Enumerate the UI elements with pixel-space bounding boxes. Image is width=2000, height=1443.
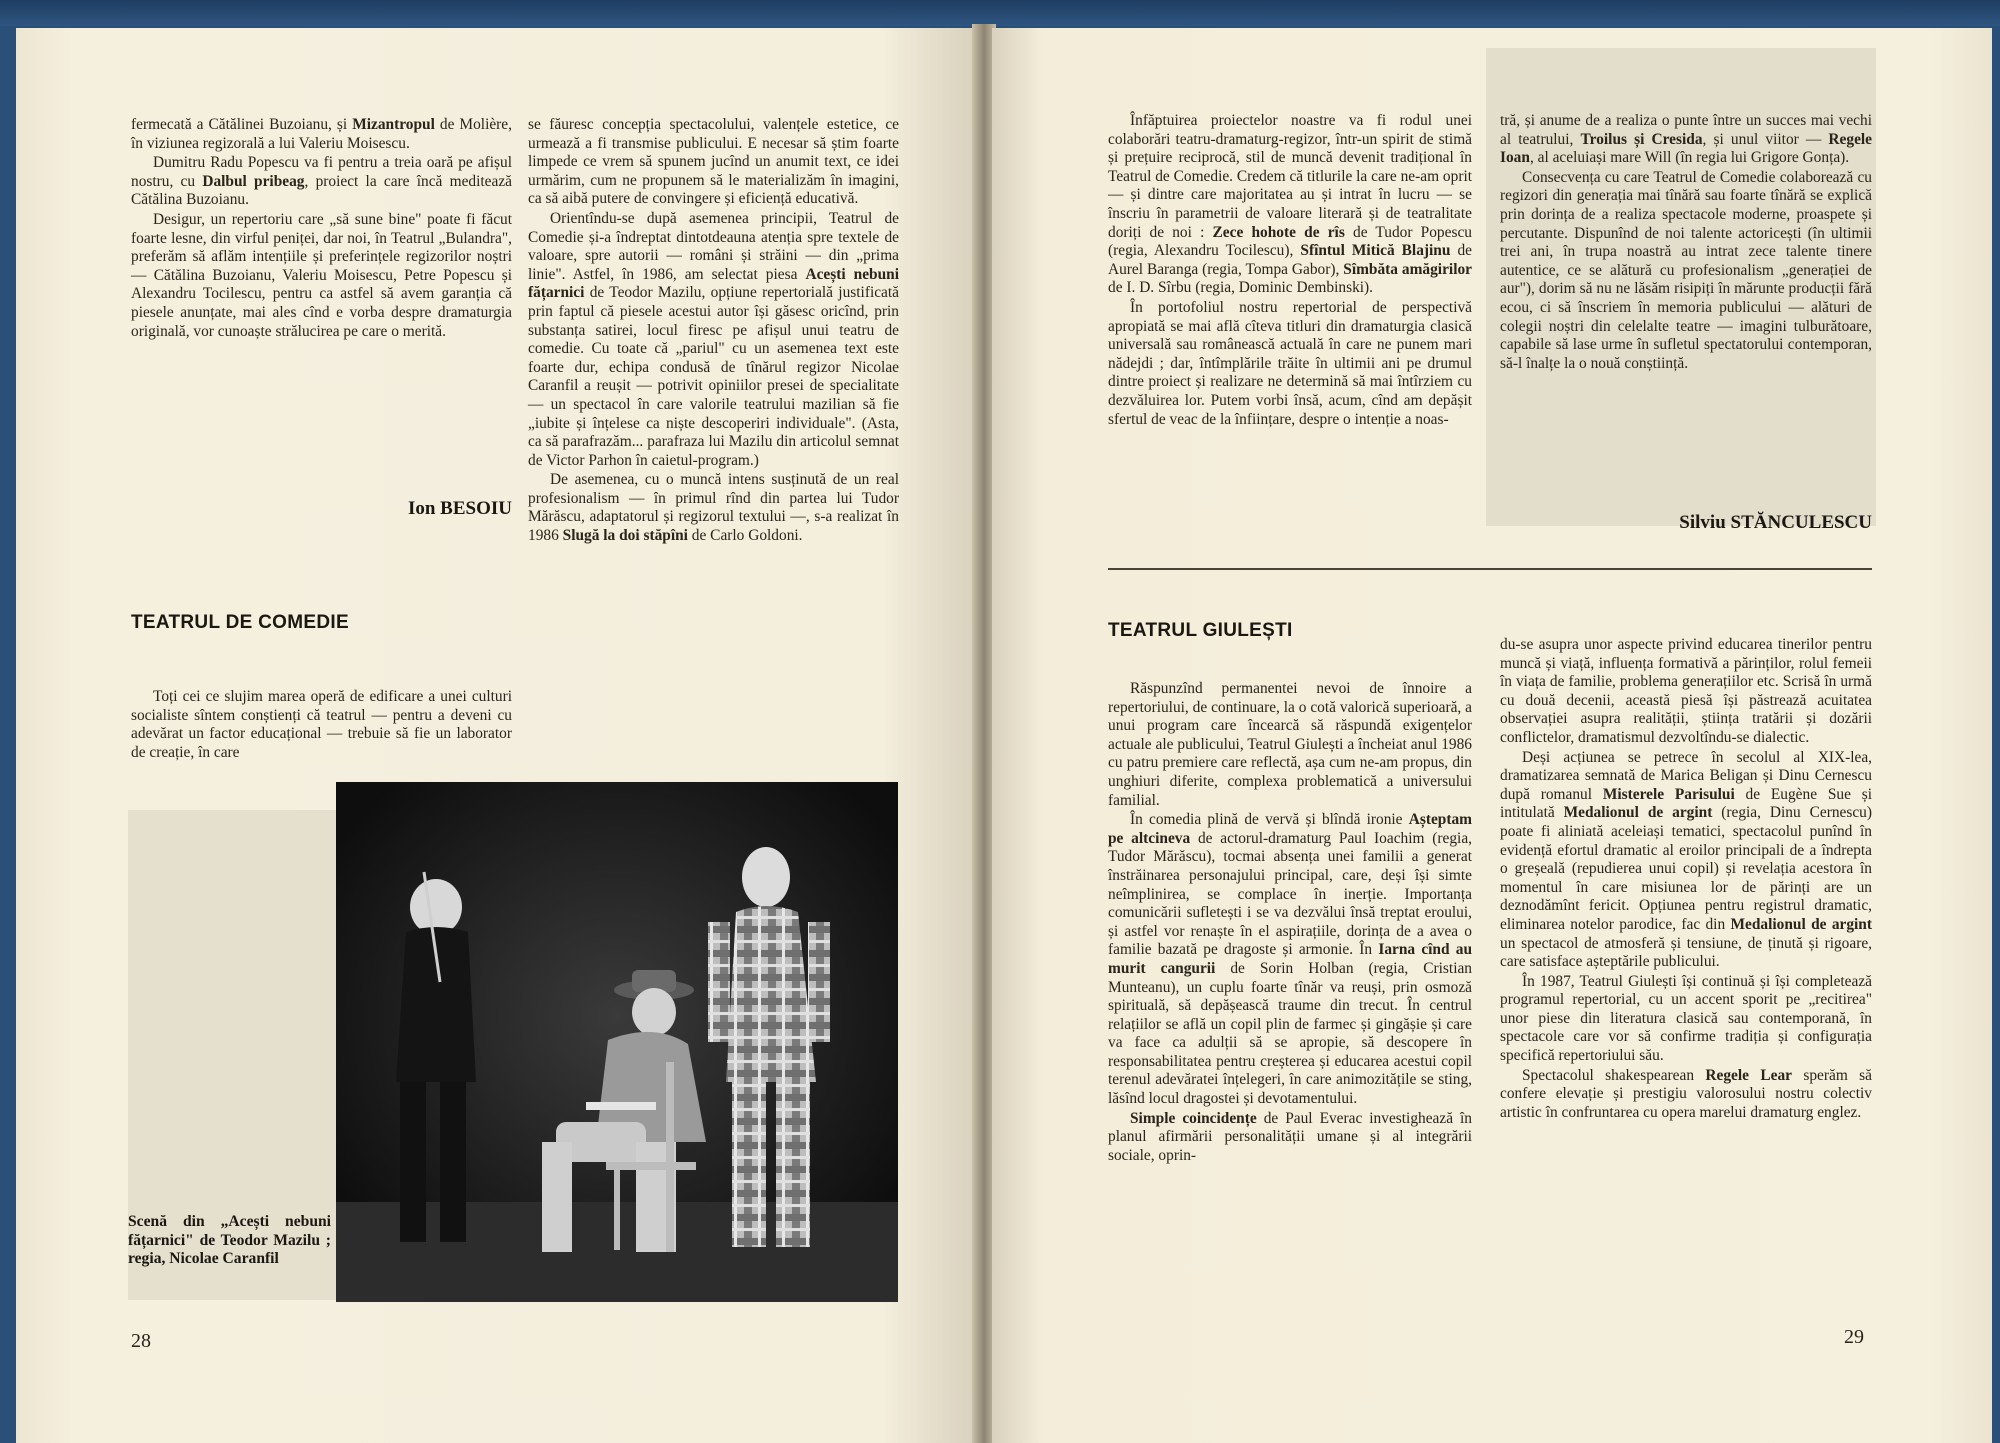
paragraph: Simple coincidențe de Paul Everac investighează în planul afirmării personalității umane și al integrării sociale, oprin- [1108,1109,1472,1164]
paragraph: du-se asupra unor aspecte privind educarea tinerilor pentru muncă și viață, influența formativă a părinților, rolul femeii în viața de familie, problema generațiilor etc. Scrisă în urmă cu două decenii, această piesă își păstrează acuitatea observației asupra realității, știința tratării și dozării conflictelor, dramatismul dezvoltîndu-se dialectic. [1500,636,1872,746]
left-page [16,28,978,1443]
right-page [992,28,1992,1443]
section-heading: TEATRUL DE COMEDIE [131,612,349,633]
book-cover-edge [0,0,2000,26]
paragraph: În portofoliul nostru repertorial de perspectivă apropiată se mai află cîteva titluri din dramaturgia clasică universală sau românească actuală în care ne punem mari nădejdi ; dar, întîmplările trăite în ultimii ani pe drumul dintre proiect și realizare ne determină să mai întîrziem cu dezvăluirea lor. Putem vorbi însă, acum, cînd am depășit sfertul de veac de la înființare, despre o intenție a noas- [1108,298,1472,428]
paragraph: Desigur, un repertoriu care „să sune bine" poate fi făcut foarte lesne, din virful peniței, dar noi, în Teatrul „Bulandra", preferăm să aflăm intențiile și preferințele regizorilor noștri — Cătălina Buzoianu, Valeriu Moisescu, Petre Popescu și Alexandru Tocilescu, pentru ca astfel să avem garanția că piesele anunțate, mai ales cînd e vorba despre dramaturgia originală, vor cunoaște strălucirea pe care o merită. [131,210,512,340]
author-signature: Silviu STĂNCULESCU [1679,512,1872,533]
play-title: Simple coincidențe [1130,1109,1257,1127]
paragraph: fermecată a Cătălinei Buzoianu, și Mizantropul de Molière, în viziunea regizorală a lui Valeriu Moisescu. [131,116,512,152]
play-title: Zece hohote de rîs [1212,223,1345,241]
paragraph: Orientîndu-se după asemenea principii, Teatrul de Comedie și-a îndreptat dintotdeauna atenția spre textele de valoare, spre autorii — români și străini — din „prima linie". Astfel, în 1986, am selectat piesa Acești nebuni fățarnici de Teodor Mazilu, opțiune repertorială justificată prin faptul că piesele acestui autor își găsesc oricînd, prin substanța satirei, locul firesc pe afișul unui teatru de comedie. Cu toate că „pariul" cu un asemenea text este foarte dur, echipa condusă de tînărul regizor Nicolae Caranfil a reușit — potrivit opiniilor presei de specialitate — un spectacol în care valorile teatrului mazilian să fie „iubite și înțelese ca niște descoperiri individuale". (Asta, ca să parafrazăm... parafraza lui Mazilu din articolul semnat de Victor Parhon în caietul-program.) [528,209,899,469]
paragraph: În 1987, Teatrul Giulești își continuă și își completează programul repertorial, cu un accent sporit pe „recitirea" unor piese din literatura clasică sau contemporană, în spectacole care vor să confirme tradiția și configurația specifică repertoriului său. [1500,972,1872,1065]
paragraph: se făuresc concepția spectacolului, valențele estetice, ce urmează a fi transmise publicului. E necesar să știm foarte limpede ce vrem să spunem jucînd un anumit text, ce idei urmărim, cum ne propunem să le materializăm în imagini, ca să aibă putere de convingere și eficiență educativă. [528,116,899,208]
play-title: Regele Lear [1705,1066,1792,1084]
play-title: Acești nebuni fățarnici [528,265,899,302]
play-title: Sîmbăta amăgirilor [1343,260,1472,278]
page-number: 28 [131,1330,151,1352]
right-column-1-lower [1108,680,1472,1166]
play-title: Slugă la doi stăpîni [562,527,688,545]
section-heading: TEATRUL GIULEȘTI [1108,620,1293,641]
paragraph: Dumitru Radu Popescu va fi pentru a treia oară pe afișul nostru, cu Dalbul pribeag, proiect la care încă meditează Cătălina Buzoianu. [131,154,512,209]
paragraph: Consecvența cu care Teatrul de Comedie colaborează cu regizori din generația mai tînără sau foarte tînără se explică prin dorința de a realiza spectacole moderne, proaspete și percutante. Dispunînd de noi talente actoricești (în ultimii trei ani, în trupa noastră au intrat zece talente tinere autentice, ce se alătură cu profesionalism „generației de aur"), dorim să nu ne lăsăm risipiți în mărunte producții fără ecou, ci să înscriem în memoria publicului — alături de colegii noștri din celelalte teatre — imagini tulburătoare, capabile să lase urme în sufletul spectatorului contemporan, să-l înalțe la o nouă conștiință. [1500,168,1872,372]
stage-photo [336,782,898,1302]
play-title: Regele Ioan [1500,130,1873,167]
play-title: Medalionul de argint [1730,915,1872,933]
photo-caption: Scenă din „Acești nebuni fățarnici" de Teodor Mazilu ; regia, Nicolae Caranfil [128,1213,331,1267]
play-title: Medalionul de argint [1563,804,1713,822]
play-title: Troilus și Cresida [1580,130,1703,148]
author-signature: Ion BESOIU [407,498,512,519]
right-column-1-upper [1108,112,1472,430]
paragraph: Toți cei ce slujim marea operă de edificare a unei culturi socialiste sîntem conștienți că teatrul — pentru a deveni cu adevărat un factor educațional — trebuie să fie un laborator de creație, în care [131,688,512,761]
right-column-2-upper [1500,112,1872,374]
paragraph: În comedia plină de vervă și blîndă ironie Așteptam pe altcineva de actorul-dramaturg Paul Ioachim (regia, Tudor Mărăscu), tocmai absența unei familii a generat înstrăinarea personajului principal, care, deși își simte neîmplinirea, se complace în inerție. Importanța comunicării sufletești i se va dezvălui însă treptat eroului, și astfel vor renaște în el aspirațiile, dorința de a avea o familie bazată pe dragoste și armonie. În Iarna cînd au murit cangurii de Sorin Holban (regia, Cristian Munteanu), un cuplu foarte tînăr va reuși, prin osmoză spirituală, să depășească traume din trecut. În centrul relațiilor se află un copil plin de farmec și gingășie și care va face ca adulții să se apropie, să descopere în responsabilitatea pentru creșterea și educarea acestui copil terenul adevăratei înțelegeri, în care animozitățile se sting, lăsînd locul dragostei și devotamentului. [1108,811,1473,1108]
right-column-2-lower [1500,636,1872,1123]
left-column-1-upper [131,116,512,342]
page-number: 29 [1844,1326,1864,1348]
left-column-2 [528,116,899,547]
play-title: Mizantropul [352,116,435,133]
stage-photo-image [336,782,898,1302]
paragraph: Spectacolul shakespearean Regele Lear sperăm să confere elevație și prestigiu valorosului nostru colectiv artistic în confruntarea cu opera marelui dramaturg englez. [1500,1066,1872,1121]
paragraph: De asemenea, cu o muncă intens susținută de un real profesionalism — în primul rînd din partea lui Tudor Mărăscu, adaptatorul și regizorul textului —, s-a realizat în 1986 Slugă la doi stăpîni de Carlo Goldoni. [528,471,899,545]
left-column-1-lower [131,688,512,763]
play-title: Așteptam pe altcineva [1108,811,1472,847]
play-title: Dalbul pribeag [202,172,305,190]
play-title: Sfîntul Mitică Blajinu [1300,242,1451,260]
play-title: Misterele Parisului [1602,785,1735,803]
paragraph: Înfăptuirea proiectelor noastre va fi rodul unei colaborări teatru-dramaturg-regizor, într-un spirit de stimă și prețuire reciprocă, stil de muncă devenit tradițional în Teatrul de Comedie. Credem că titlurile la care ne-am oprit — și dintre care majoritatea au și intrat în lucru — se înscriu în parametrii de valoare literară și de teatralitate doriți de noi : Zece hohote de rîs de Tudor Popescu (regia, Alexandru Tocilescu), Sfîntul Mitică Blajinu de Aurel Baranga (regia, Tompa Gabor), Sîmbăta amăgirilor de I. D. Sîrbu (regia, Dominic Dembinski). [1108,112,1472,297]
paragraph: Deși acțiunea se petrece în secolul al XIX-lea, dramatizarea semnată de Marica Beligan și Dinu Cernescu după romanul Misterele Parisului de Eugène Sue și intitulată Medalionul de argint (regia, Dinu Cernescu) poate fi aliniată aceleiași tematici, spectacolul punînd în evidență efortul dramatic al eroilor principali de a îndrepta o greșeală (repudierea unui copil) și revelația acestora în momentul în care misiunea lor de părinți are un deznodămînt fericit. Opțiunea pentru registrul dramatic, eliminarea notelor parodice, fac din Medalionul de argint un spectacol de atmosferă și tensiune, de ținută și rigoare, care satisface așteptările publicului. [1500,748,1873,971]
section-divider [1108,568,1872,570]
paragraph: Răspunzînd permanentei nevoi de înnoire a repertoriului, de continuare, la o cotă valorică superioară, a unui program care încearcă să răspundă exigențelor actuale ale publicului, Teatrul Giulești a încheiat anul 1986 cu patru premiere care reflectă, așa cum ne-am propus, din unghiuri diferite, complexa problematică a universului familial. [1108,680,1472,809]
play-title: Iarna cînd au murit cangurii [1108,941,1473,977]
paragraph: tră, și anume de a realiza o punte între un succes mai vechi al teatrului, Troilus și Cresida, și unul viitor — Regele Ioan, al aceluiași mare Will (în regia lui Grigore Gonța). [1500,112,1873,167]
